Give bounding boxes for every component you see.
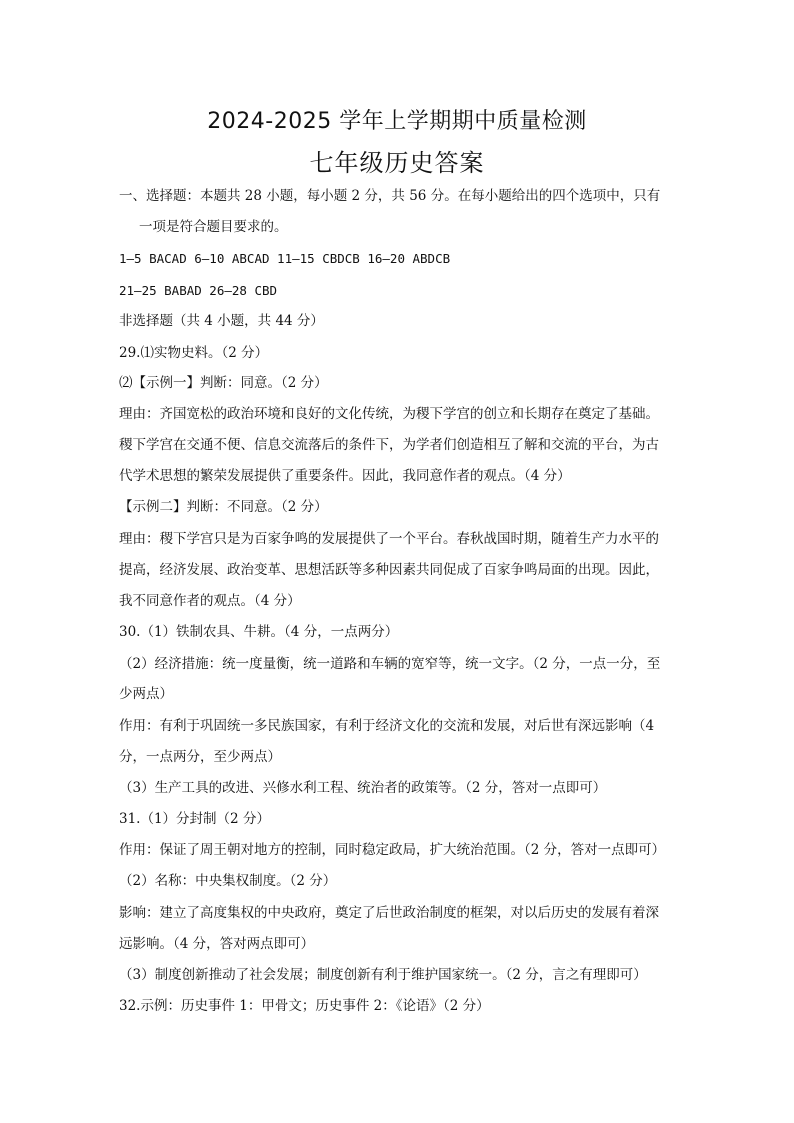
q30-part3: （3）生产工具的改进、兴修水利工程、统治者的政策等。（2 分，答对一点即可）: [119, 780, 607, 796]
section-choice-heading: 一、选择题：本题共 28 小题，每小题 2 分，共 56 分。在每小题给出的四个选项中，只有: [119, 188, 661, 204]
q30-part2-line2: 少两点）: [119, 686, 173, 702]
choice-answers-21-28: 21—25 BABAD 26—28 CBD: [119, 283, 278, 298]
q31-part3: （3）制度创新推动了社会发展；制度创新有利于维护国家统一。（2 分，言之有理即可）: [119, 967, 647, 983]
q29-reason2-line2: 提高，经济发展、政治变革、思想活跃等多种因素共同促成了百家争鸣局面的出现。因此，: [119, 562, 659, 578]
q29-part2-example2: 【示例二】判断：不同意。（2 分）: [119, 499, 328, 515]
q31-part1: 31.（1）分封制（2 分）: [119, 811, 270, 827]
q31-impact-line1: 影响：建立了高度集权的中央政府，奠定了后世政治制度的框架，对以后历史的发展有着深: [119, 905, 659, 921]
section-nonchoice-heading: 非选择题（共 4 小题，共 44 分）: [119, 313, 324, 329]
q30-part1: 30.（1）铁制农具、牛耕。（4 分，一点两分）: [119, 624, 399, 640]
q30-part2-line1: （2）经济措施：统一度量衡，统一道路和车辆的宽窄等，统一文字。（2 分，一点一分，至: [119, 656, 661, 672]
q31-part2: （2）名称：中央集权制度。（2 分）: [119, 873, 337, 889]
choice-answers-1-20: 1—5 BACAD 6—10 ABCAD 11—15 CBDCB 16—20 ABDCB: [119, 251, 451, 266]
q30-effect-line1: 作用：有利于巩固统一多民族国家，有利于经济文化的交流和发展，对后世有深远影响（4: [119, 718, 655, 734]
q29-reason2-line3: 我不同意作者的观点。（4 分）: [119, 593, 301, 609]
q29-part2-example1: ⑵【示例一】判断：同意。（2 分）: [119, 375, 328, 391]
q29-reason2-line1: 理由：稷下学宫只是为百家争鸣的发展提供了一个平台。春秋战国时期，随着生产力水平的: [119, 531, 659, 547]
q31-effect: 作用：保证了周王朝对地方的控制，同时稳定政局，扩大统治范围。（2 分，答对一点即可）: [119, 842, 666, 858]
q30-effect-line2: 分，一点两分，至少两点）: [119, 749, 281, 765]
q29-reason1-line3: 代学术思想的繁荣发展提供了重要条件。因此，我同意作者的观点。（4 分）: [119, 468, 571, 484]
q29-reason1-line1: 理由：齐国宽松的政治环境和良好的文化传统，为稷下学宫的创立和长期存在奠定了基础。: [119, 406, 659, 422]
exam-title: 2024-2025 学年上学期期中质量检测: [207, 109, 587, 134]
q31-impact-line2: 远影响。（4 分，答对两点即可）: [119, 936, 315, 952]
q29-part1: 29.⑴实物史料。（2 分）: [119, 345, 269, 361]
q29-reason1-line2: 稷下学宫在交通不便、信息交流落后的条件下，为学者们创造相互了解和交流的平台，为古: [119, 437, 659, 453]
answer-title: 七年级历史答案: [309, 149, 485, 177]
section-choice-heading-cont: 一项是符合题目要求的。: [139, 219, 288, 235]
q32-example: 32.示例：历史事件 1：甲骨文；历史事件 2：《论语》（2 分）: [119, 998, 490, 1014]
